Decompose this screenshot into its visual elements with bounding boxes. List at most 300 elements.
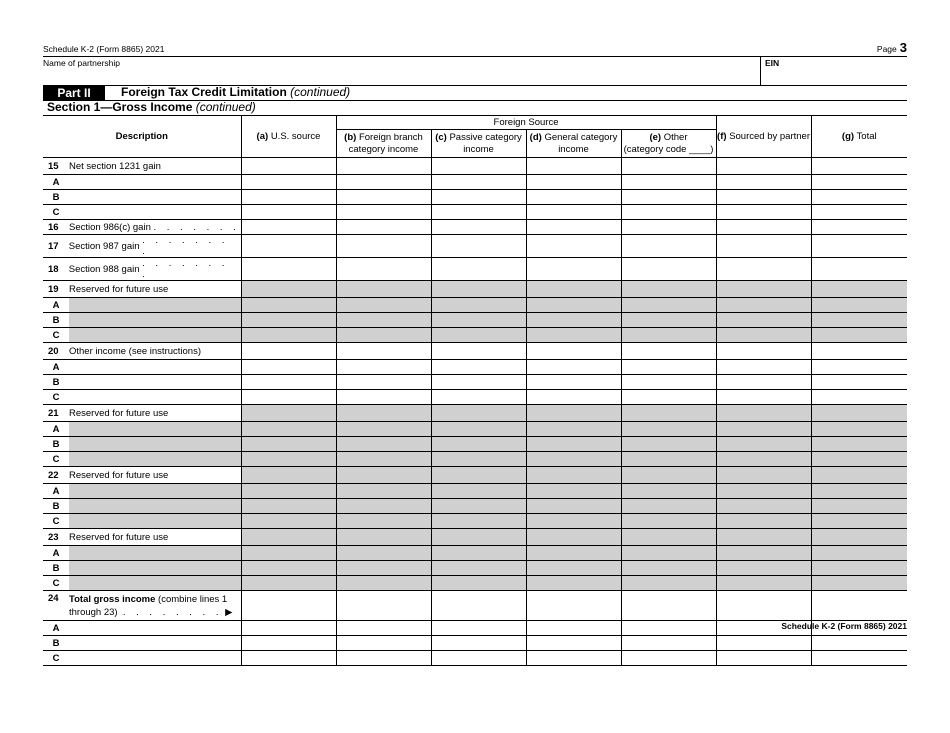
- amount-cell[interactable]: [716, 298, 811, 313]
- amount-cell[interactable]: [241, 190, 336, 205]
- line-20-description: [43, 343, 241, 360]
- amount-cell[interactable]: [621, 375, 716, 390]
- col-g: (g) Total: [811, 116, 907, 158]
- amount-cell[interactable]: [336, 499, 431, 514]
- amount-cell[interactable]: [241, 281, 336, 298]
- table-row: [43, 636, 907, 651]
- amount-cell[interactable]: [431, 360, 526, 375]
- amount-cell[interactable]: [241, 546, 336, 561]
- amount-cell[interactable]: [336, 576, 431, 591]
- amount-cell[interactable]: [811, 467, 907, 484]
- amount-cell[interactable]: [336, 205, 431, 220]
- amount-cell[interactable]: [811, 175, 907, 190]
- amount-cell[interactable]: [241, 484, 336, 499]
- amount-cell[interactable]: [431, 158, 526, 175]
- amount-cell[interactable]: [241, 205, 336, 220]
- amount-cell[interactable]: [811, 190, 907, 205]
- amount-cell[interactable]: [716, 190, 811, 205]
- table-row: [43, 258, 907, 281]
- line-17-description: [43, 235, 241, 258]
- amount-cell[interactable]: [811, 375, 907, 390]
- form-title: Schedule K-2 (Form 8865) 2021: [43, 44, 165, 54]
- amount-cell[interactable]: [621, 484, 716, 499]
- table-row: [43, 499, 907, 514]
- amount-cell[interactable]: [526, 205, 621, 220]
- line-label-bold: Total gross income: [69, 594, 156, 605]
- amount-cell[interactable]: [241, 561, 336, 576]
- amount-cell[interactable]: [526, 281, 621, 298]
- amount-cell[interactable]: [336, 484, 431, 499]
- amount-cell[interactable]: [526, 158, 621, 175]
- amount-cell[interactable]: [621, 360, 716, 375]
- amount-cell[interactable]: [336, 158, 431, 175]
- amount-cell[interactable]: [621, 452, 716, 467]
- amount-cell[interactable]: [431, 235, 526, 258]
- line-23-a-description: [43, 546, 241, 561]
- amount-cell[interactable]: [526, 220, 621, 235]
- amount-cell[interactable]: [241, 298, 336, 313]
- table-row: [43, 452, 907, 467]
- sub-line-letter: C: [52, 577, 60, 589]
- section-title-suffix: (continued): [195, 100, 256, 114]
- amount-cell[interactable]: [241, 360, 336, 375]
- amount-cell[interactable]: [336, 591, 431, 621]
- line-20-c-description: [43, 390, 241, 405]
- amount-cell[interactable]: [621, 328, 716, 343]
- amount-cell[interactable]: [716, 375, 811, 390]
- sub-line-letter: B: [52, 562, 60, 574]
- amount-cell[interactable]: [241, 437, 336, 452]
- amount-cell[interactable]: [526, 422, 621, 437]
- amount-cell[interactable]: [431, 452, 526, 467]
- amount-cell[interactable]: [431, 514, 526, 529]
- amount-cell[interactable]: [526, 235, 621, 258]
- sub-line-letter: A: [52, 423, 60, 435]
- amount-cell[interactable]: [241, 576, 336, 591]
- sub-line-letter: B: [52, 438, 60, 450]
- amount-cell[interactable]: [526, 576, 621, 591]
- amount-cell[interactable]: [716, 422, 811, 437]
- amount-cell[interactable]: [431, 651, 526, 666]
- amount-cell[interactable]: [241, 651, 336, 666]
- sub-line-letter: B: [52, 191, 60, 203]
- line-label: Reserved for future use: [69, 469, 169, 481]
- amount-cell[interactable]: [526, 591, 621, 621]
- col-a: (a) U.S. source: [241, 116, 336, 158]
- arrow-right-icon: ▶: [225, 607, 233, 618]
- amount-cell[interactable]: [336, 375, 431, 390]
- amount-cell[interactable]: [811, 328, 907, 343]
- amount-cell[interactable]: [621, 546, 716, 561]
- amount-cell[interactable]: [621, 298, 716, 313]
- amount-cell[interactable]: [336, 235, 431, 258]
- amount-cell[interactable]: [526, 390, 621, 405]
- line-label-rest: (combine lines 1: [158, 594, 228, 605]
- amount-cell[interactable]: [811, 343, 907, 360]
- amount-cell[interactable]: [336, 529, 431, 546]
- amount-cell[interactable]: [526, 328, 621, 343]
- amount-cell[interactable]: [431, 390, 526, 405]
- amount-cell[interactable]: [336, 636, 431, 651]
- table-row: [43, 561, 907, 576]
- amount-cell[interactable]: [336, 360, 431, 375]
- amount-cell[interactable]: [716, 405, 811, 422]
- amount-cell[interactable]: [621, 205, 716, 220]
- amount-cell[interactable]: [526, 636, 621, 651]
- amount-cell[interactable]: [621, 467, 716, 484]
- amount-cell[interactable]: [526, 499, 621, 514]
- amount-cell[interactable]: [431, 499, 526, 514]
- amount-cell[interactable]: [526, 561, 621, 576]
- line-number: 24: [48, 593, 59, 604]
- amount-cell[interactable]: [621, 390, 716, 405]
- line-number: 18: [48, 263, 59, 275]
- line-18-description: [43, 258, 241, 281]
- col-description: Description: [43, 116, 241, 158]
- table-row: [43, 390, 907, 405]
- sub-line-letter: B: [52, 314, 60, 326]
- gross-income-table: [43, 115, 907, 666]
- amount-cell[interactable]: [716, 636, 811, 651]
- amount-cell[interactable]: [336, 467, 431, 484]
- table-row: [43, 437, 907, 452]
- amount-cell[interactable]: [241, 514, 336, 529]
- part-label: Part II: [43, 86, 105, 100]
- amount-cell[interactable]: [526, 298, 621, 313]
- table-row: [43, 591, 907, 621]
- line-label-cont: through 23): [69, 607, 118, 618]
- table-row: [43, 484, 907, 499]
- amount-cell[interactable]: [716, 360, 811, 375]
- amount-cell[interactable]: [526, 514, 621, 529]
- amount-cell[interactable]: [811, 546, 907, 561]
- part-title-text: Foreign Tax Credit Limitation: [121, 85, 287, 99]
- amount-cell[interactable]: [716, 499, 811, 514]
- amount-cell[interactable]: [241, 375, 336, 390]
- line-24-b-description: [43, 636, 241, 651]
- amount-cell[interactable]: [526, 437, 621, 452]
- amount-cell[interactable]: [811, 360, 907, 375]
- amount-cell[interactable]: [336, 190, 431, 205]
- amount-cell[interactable]: [621, 499, 716, 514]
- amount-cell[interactable]: [241, 452, 336, 467]
- amount-cell[interactable]: [431, 467, 526, 484]
- amount-cell[interactable]: [241, 499, 336, 514]
- amount-cell[interactable]: [621, 405, 716, 422]
- amount-cell[interactable]: [336, 390, 431, 405]
- table-row: [43, 422, 907, 437]
- amount-cell[interactable]: [526, 546, 621, 561]
- amount-cell[interactable]: [716, 484, 811, 499]
- amount-cell[interactable]: [431, 484, 526, 499]
- line-16-description: [43, 220, 241, 235]
- amount-cell[interactable]: [241, 235, 336, 258]
- amount-cell[interactable]: [716, 328, 811, 343]
- amount-cell[interactable]: [621, 651, 716, 666]
- amount-cell[interactable]: [526, 621, 621, 636]
- amount-cell[interactable]: [431, 576, 526, 591]
- amount-cell[interactable]: [811, 281, 907, 298]
- line-19-c-description: [43, 328, 241, 343]
- amount-cell[interactable]: [241, 422, 336, 437]
- line-15-a-description: [43, 175, 241, 190]
- table-row: [43, 546, 907, 561]
- amount-cell[interactable]: [431, 281, 526, 298]
- amount-cell[interactable]: [336, 343, 431, 360]
- amount-cell[interactable]: [621, 235, 716, 258]
- amount-cell[interactable]: [621, 313, 716, 328]
- col-f: (f) Sourced by partner: [716, 116, 811, 158]
- amount-cell[interactable]: [526, 529, 621, 546]
- amount-cell[interactable]: [716, 390, 811, 405]
- amount-cell[interactable]: [621, 621, 716, 636]
- amount-cell[interactable]: [336, 328, 431, 343]
- sub-line-letter: B: [52, 376, 60, 388]
- amount-cell[interactable]: [336, 546, 431, 561]
- sub-line-letter: C: [52, 206, 60, 218]
- amount-cell[interactable]: [716, 546, 811, 561]
- amount-cell[interactable]: [716, 452, 811, 467]
- amount-cell[interactable]: [621, 437, 716, 452]
- amount-cell[interactable]: [241, 328, 336, 343]
- amount-cell[interactable]: [526, 405, 621, 422]
- amount-cell[interactable]: [716, 514, 811, 529]
- amount-cell[interactable]: [716, 467, 811, 484]
- ein-divider: [760, 57, 761, 85]
- table-row: [43, 405, 907, 422]
- amount-cell[interactable]: [336, 313, 431, 328]
- amount-cell[interactable]: [336, 422, 431, 437]
- amount-cell[interactable]: [811, 205, 907, 220]
- amount-cell[interactable]: [716, 281, 811, 298]
- amount-cell[interactable]: [241, 405, 336, 422]
- line-24-description: [43, 591, 241, 621]
- col-b: (b) Foreign branch category income: [336, 130, 431, 158]
- amount-cell[interactable]: [526, 651, 621, 666]
- amount-cell[interactable]: [716, 437, 811, 452]
- amount-cell[interactable]: [716, 561, 811, 576]
- amount-cell[interactable]: [526, 175, 621, 190]
- sub-line-letter: C: [52, 515, 60, 527]
- amount-cell[interactable]: [716, 158, 811, 175]
- amount-cell[interactable]: [336, 298, 431, 313]
- amount-cell[interactable]: [336, 514, 431, 529]
- line-number: 23: [48, 531, 59, 543]
- page-indicator: [877, 40, 907, 55]
- amount-cell[interactable]: [431, 298, 526, 313]
- table-row: [43, 205, 907, 220]
- amount-cell[interactable]: [716, 651, 811, 666]
- amount-cell[interactable]: [431, 561, 526, 576]
- amount-cell[interactable]: [241, 313, 336, 328]
- amount-cell[interactable]: [336, 220, 431, 235]
- amount-cell[interactable]: [811, 452, 907, 467]
- amount-cell[interactable]: [716, 235, 811, 258]
- amount-cell[interactable]: [621, 220, 716, 235]
- amount-cell[interactable]: [621, 422, 716, 437]
- amount-cell[interactable]: [431, 621, 526, 636]
- table-body: [43, 158, 907, 666]
- amount-cell[interactable]: [431, 405, 526, 422]
- amount-cell[interactable]: [431, 205, 526, 220]
- amount-cell[interactable]: [811, 484, 907, 499]
- sub-line-letter: C: [52, 329, 60, 341]
- amount-cell[interactable]: [811, 235, 907, 258]
- amount-cell[interactable]: [621, 576, 716, 591]
- amount-cell[interactable]: [621, 343, 716, 360]
- amount-cell[interactable]: [526, 258, 621, 281]
- amount-cell[interactable]: [716, 175, 811, 190]
- foreign-source-header: Foreign Source: [336, 116, 716, 130]
- amount-cell[interactable]: [336, 258, 431, 281]
- amount-cell[interactable]: [716, 313, 811, 328]
- table-row: [43, 175, 907, 190]
- amount-cell[interactable]: [526, 452, 621, 467]
- amount-cell[interactable]: [811, 576, 907, 591]
- amount-cell[interactable]: [811, 313, 907, 328]
- amount-cell[interactable]: [621, 529, 716, 546]
- amount-cell[interactable]: [431, 328, 526, 343]
- line-label: Section 986(c) gain: [69, 221, 151, 233]
- amount-cell[interactable]: [526, 343, 621, 360]
- amount-cell[interactable]: [336, 437, 431, 452]
- amount-cell[interactable]: [336, 621, 431, 636]
- amount-cell[interactable]: [716, 205, 811, 220]
- table-row: [43, 467, 907, 484]
- line-label: Reserved for future use: [69, 531, 169, 543]
- amount-cell[interactable]: [526, 375, 621, 390]
- amount-cell[interactable]: [621, 281, 716, 298]
- table-row: [43, 514, 907, 529]
- amount-cell[interactable]: [336, 405, 431, 422]
- amount-cell[interactable]: [336, 561, 431, 576]
- amount-cell[interactable]: [431, 175, 526, 190]
- amount-cell[interactable]: [811, 422, 907, 437]
- amount-cell[interactable]: [716, 576, 811, 591]
- amount-cell[interactable]: [811, 390, 907, 405]
- amount-cell[interactable]: [336, 281, 431, 298]
- amount-cell[interactable]: [621, 561, 716, 576]
- amount-cell[interactable]: [716, 258, 811, 281]
- amount-cell[interactable]: [431, 591, 526, 621]
- table-row: [43, 576, 907, 591]
- table-row: [43, 375, 907, 390]
- line-19-a-description: [43, 298, 241, 313]
- line-22-a-description: [43, 484, 241, 499]
- amount-cell[interactable]: [811, 514, 907, 529]
- line-19-b-description: [43, 313, 241, 328]
- amount-cell[interactable]: [241, 636, 336, 651]
- amount-cell[interactable]: [241, 621, 336, 636]
- table-row: [43, 313, 907, 328]
- amount-cell[interactable]: [526, 467, 621, 484]
- amount-cell[interactable]: [431, 437, 526, 452]
- line-15-b-description: [43, 190, 241, 205]
- line-label: Other income (see instructions): [69, 345, 201, 357]
- amount-cell[interactable]: [431, 343, 526, 360]
- amount-cell[interactable]: [526, 313, 621, 328]
- sub-line-letter: C: [52, 652, 60, 664]
- amount-cell[interactable]: [431, 529, 526, 546]
- line-number: 19: [48, 283, 59, 295]
- table-row: [43, 235, 907, 258]
- line-label: Section 987 gain: [68, 240, 140, 252]
- amount-cell[interactable]: [431, 422, 526, 437]
- amount-cell[interactable]: [811, 437, 907, 452]
- ein-label: EIN: [765, 58, 780, 68]
- sub-line-letter: A: [52, 547, 60, 559]
- amount-cell[interactable]: [336, 651, 431, 666]
- sub-line-letter: A: [52, 299, 60, 311]
- amount-cell[interactable]: [431, 190, 526, 205]
- amount-cell[interactable]: [431, 313, 526, 328]
- amount-cell[interactable]: [621, 175, 716, 190]
- amount-cell[interactable]: [526, 190, 621, 205]
- amount-cell[interactable]: [716, 591, 811, 621]
- amount-cell[interactable]: [716, 343, 811, 360]
- amount-cell[interactable]: [241, 529, 336, 546]
- amount-cell[interactable]: [716, 529, 811, 546]
- amount-cell[interactable]: [431, 220, 526, 235]
- amount-cell[interactable]: [241, 343, 336, 360]
- amount-cell[interactable]: [811, 636, 907, 651]
- amount-cell[interactable]: [811, 529, 907, 546]
- amount-cell[interactable]: [241, 158, 336, 175]
- amount-cell[interactable]: [621, 636, 716, 651]
- line-20-a-description: [43, 360, 241, 375]
- table-row: [43, 651, 907, 666]
- amount-cell[interactable]: [241, 390, 336, 405]
- header-rule: [43, 56, 907, 57]
- amount-cell[interactable]: [241, 591, 336, 621]
- amount-cell[interactable]: [336, 175, 431, 190]
- amount-cell[interactable]: [621, 591, 716, 621]
- amount-cell[interactable]: [241, 258, 336, 281]
- amount-cell[interactable]: [811, 561, 907, 576]
- amount-cell[interactable]: [716, 220, 811, 235]
- part-title-suffix: (continued): [290, 85, 351, 99]
- amount-cell[interactable]: [241, 175, 336, 190]
- amount-cell[interactable]: [431, 375, 526, 390]
- amount-cell[interactable]: [431, 636, 526, 651]
- amount-cell[interactable]: [526, 360, 621, 375]
- amount-cell[interactable]: [811, 258, 907, 281]
- line-22-c-description: [43, 514, 241, 529]
- line-label: Section 988 gain: [68, 263, 140, 275]
- amount-cell[interactable]: [336, 452, 431, 467]
- amount-cell[interactable]: [241, 220, 336, 235]
- amount-cell[interactable]: [811, 405, 907, 422]
- amount-cell[interactable]: [811, 220, 907, 235]
- amount-cell[interactable]: [621, 190, 716, 205]
- line-21-description: [43, 405, 241, 422]
- amount-cell[interactable]: [431, 258, 526, 281]
- amount-cell[interactable]: [811, 298, 907, 313]
- sub-line-letter: B: [52, 500, 60, 512]
- amount-cell[interactable]: [526, 484, 621, 499]
- amount-cell[interactable]: [811, 499, 907, 514]
- amount-cell[interactable]: [621, 158, 716, 175]
- leader-dots: . . . . . . . .: [122, 607, 223, 618]
- amount-cell[interactable]: [811, 651, 907, 666]
- amount-cell[interactable]: [431, 546, 526, 561]
- amount-cell[interactable]: [621, 258, 716, 281]
- line-21-b-description: [43, 437, 241, 452]
- amount-cell[interactable]: [811, 591, 907, 621]
- amount-cell[interactable]: [621, 514, 716, 529]
- amount-cell[interactable]: [811, 158, 907, 175]
- amount-cell[interactable]: [241, 467, 336, 484]
